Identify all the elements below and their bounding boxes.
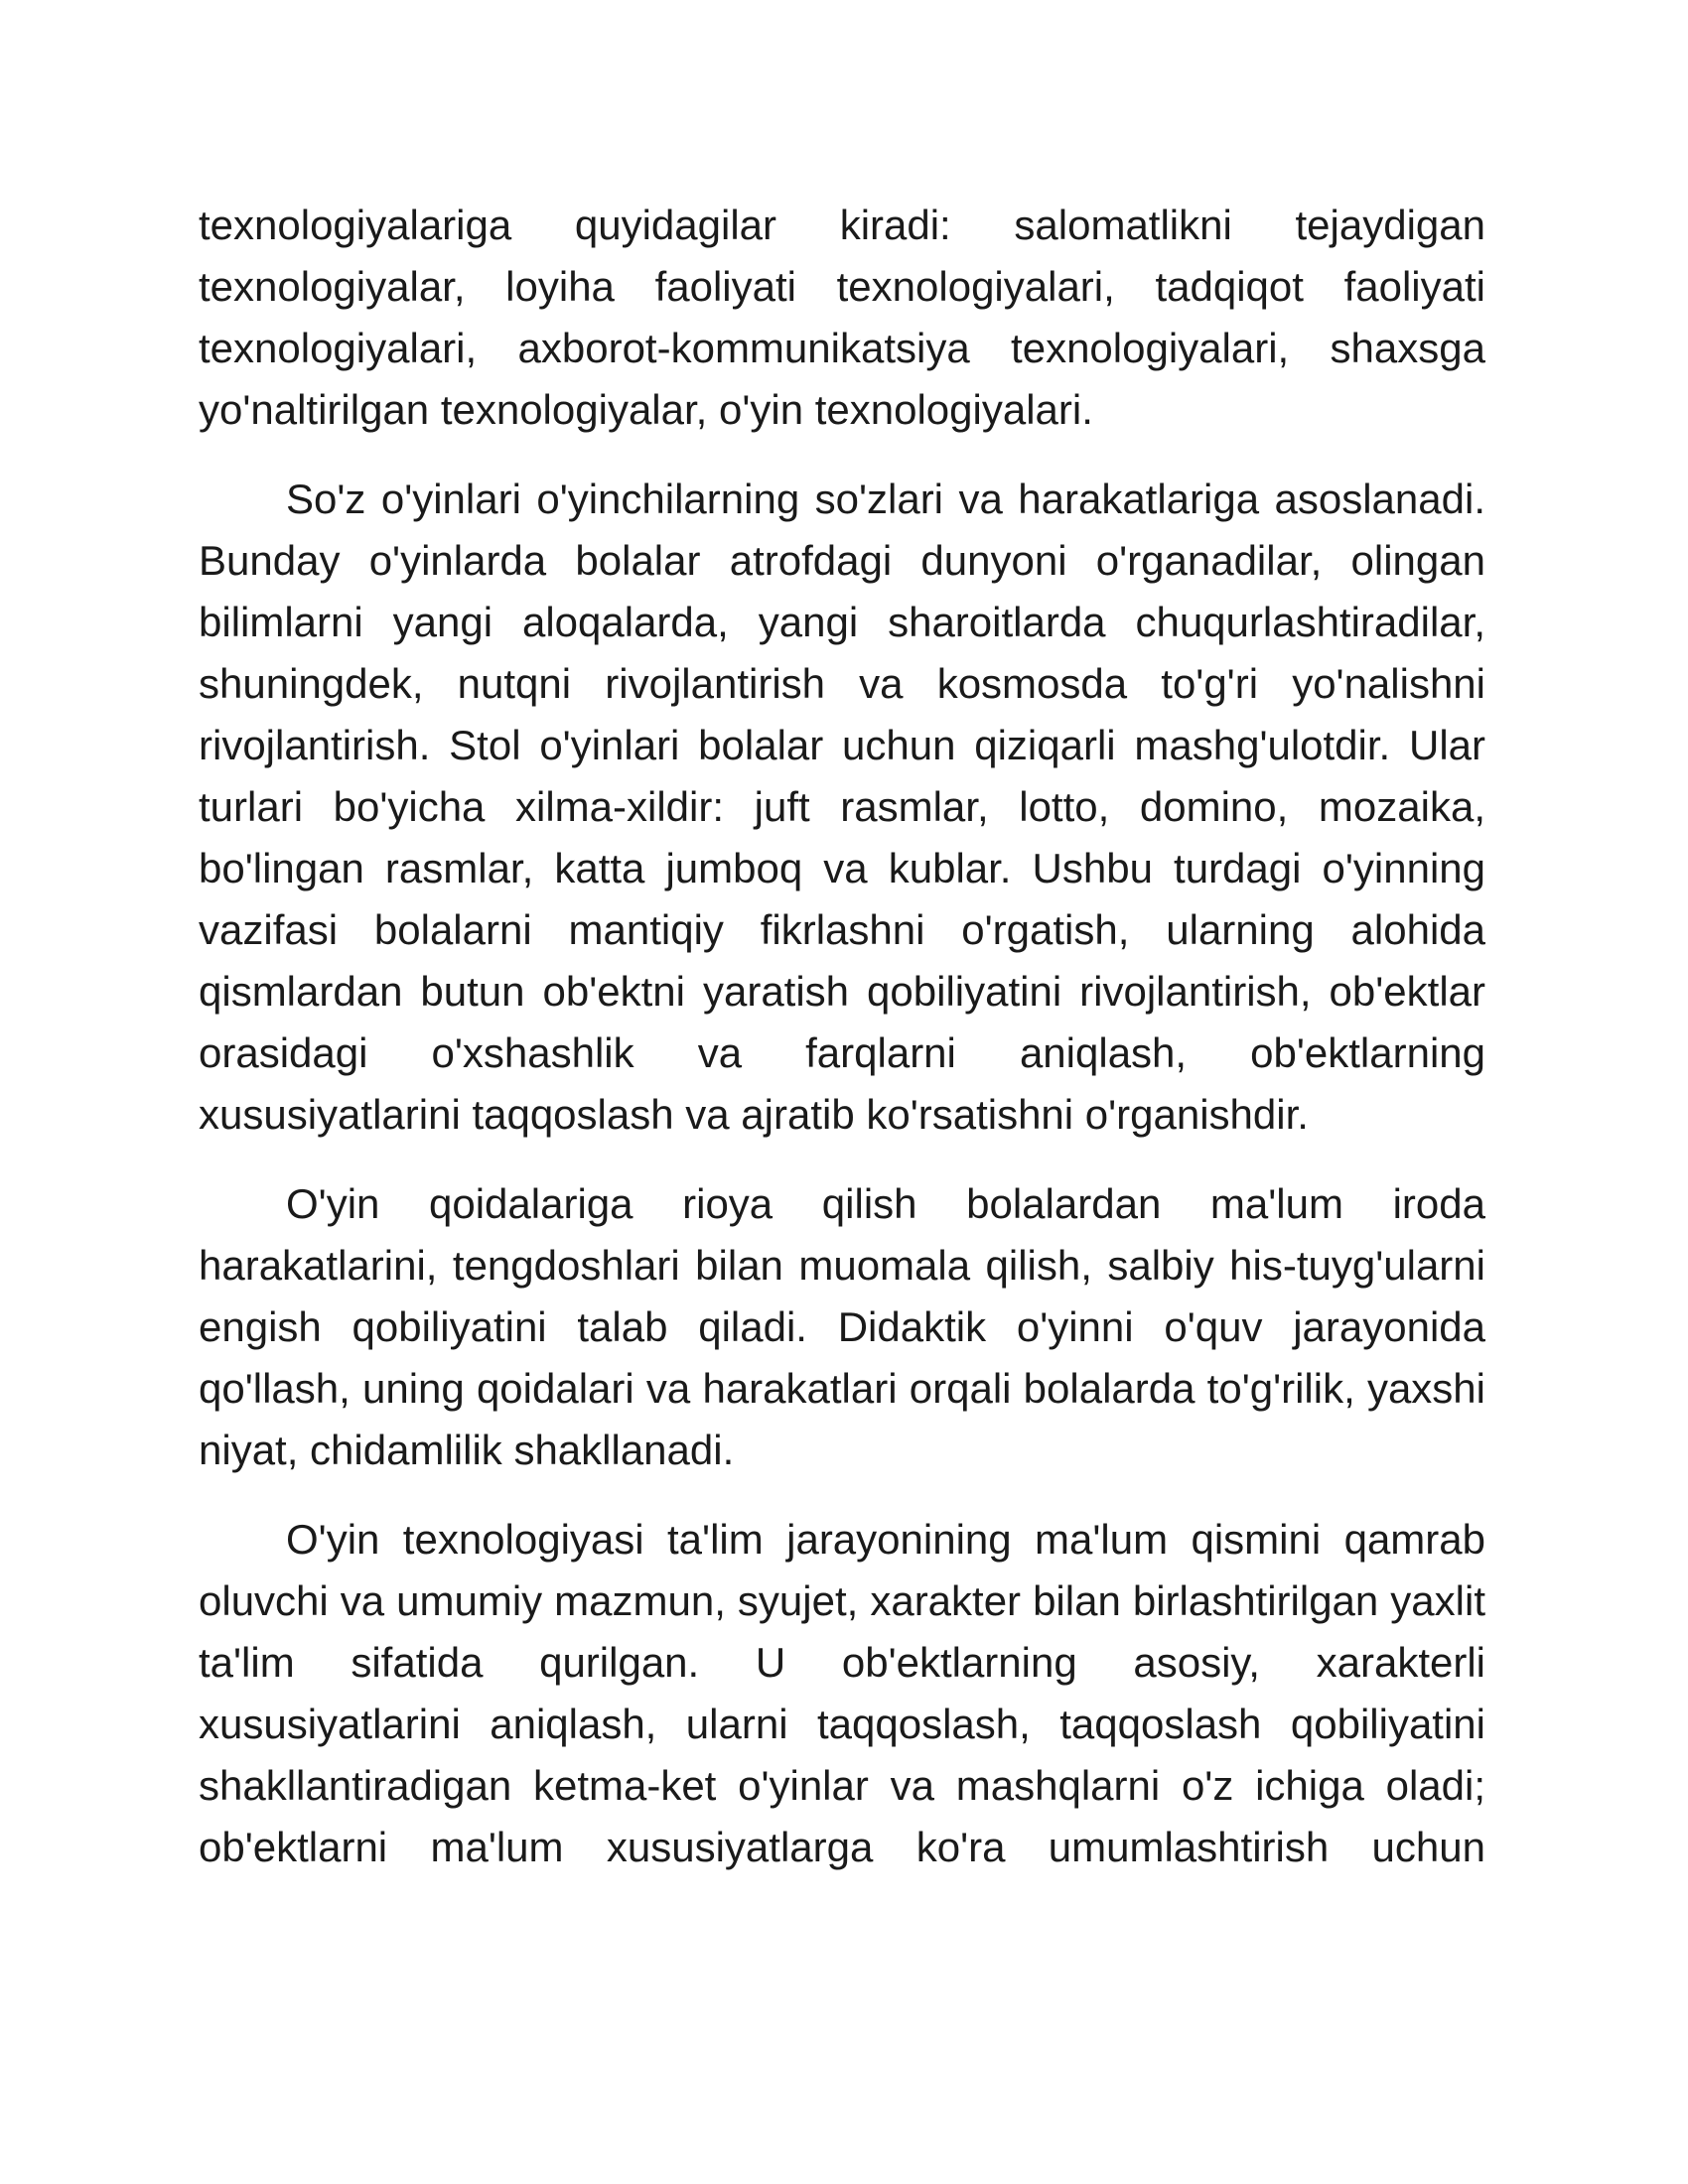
document-body (199, 195, 1485, 1906)
paragraph-3: O'yin qoidalariga rioya qilish bolalardan ma'lum iroda harakatlarini, tengdoshlari bilan muomala qilish, salbiy his-tuyg'ularni engish qobiliyatini talab qiladi. Didaktik o'yinni o'quv jarayonida qo'llash, uning qoidalari va harakatlari orqali bolalarda to'g'rilik, yaxshi niyat, chidamlilik shakllanadi. (199, 1180, 1485, 1473)
paragraph-2: So'z o'yinlari o'yinchilarning so'zlari va harakatlariga asoslanadi. Bunday o'yinlarda bolalar atrofdagi dunyoni o'rganadilar, olingan bilimlarni yangi aloqalarda, yangi sharoitlarda chuqurlashtiradilar, shuningdek, nutqni rivojlantirish va kosmosda to'g'ri yo'nalishni rivojlantirish. Stol o'yinlari bolalar uchun qiziqarli mashg'ulotdir. Ular turlari bo'yicha xilma-xildir: juft rasmlar, lotto, domino, mozaika, bo'lingan rasmlar, katta jumboq va kublar. Ushbu turdagi o'yinning vazifasi bolalarni mantiqiy fikrlashni o'rgatish, ularning alohida qismlardan butun ob'ektni yaratish qobiliyatini rivojlantirish, ob'ektlar orasidagi o'xshashlik va farqlarni aniqlash, ob'ektlarning xususiyatlarini taqqoslash va ajratib ko'rsatishni o'rganishdir. (199, 476, 1485, 1138)
paragraph-4: O'yin texnologiyasi ta'lim jarayonining ma'lum qismini qamrab oluvchi va umumiy mazmun, syujet, xarakter bilan birlashtirilgan yaxlit ta'lim sifatida qurilgan. U ob'ektlarning asosiy, xarakterli xususiyatlarini aniqlash, ularni taqqoslash, taqqoslash qobiliyatini shakllantiradigan ketma-ket o'yinlar va mashqlarni o'z ichiga oladi; ob'ektlarni ma'lum xususiyatlarga ko'ra umumlashtirish uchun (199, 1516, 1485, 1870)
paragraph-1: texnologiyalariga quyidagilar kiradi: salomatlikni tejaydigan texnologiyalar, loyiha faoliyati texnologiyalari, tadqiqot faoliyati texnologiyalari, axborot-kommunikatsiya texnologiyalari, shaxsga yo'naltirilgan texnologiyalar, o'yin texnologiyalari. (199, 202, 1485, 433)
